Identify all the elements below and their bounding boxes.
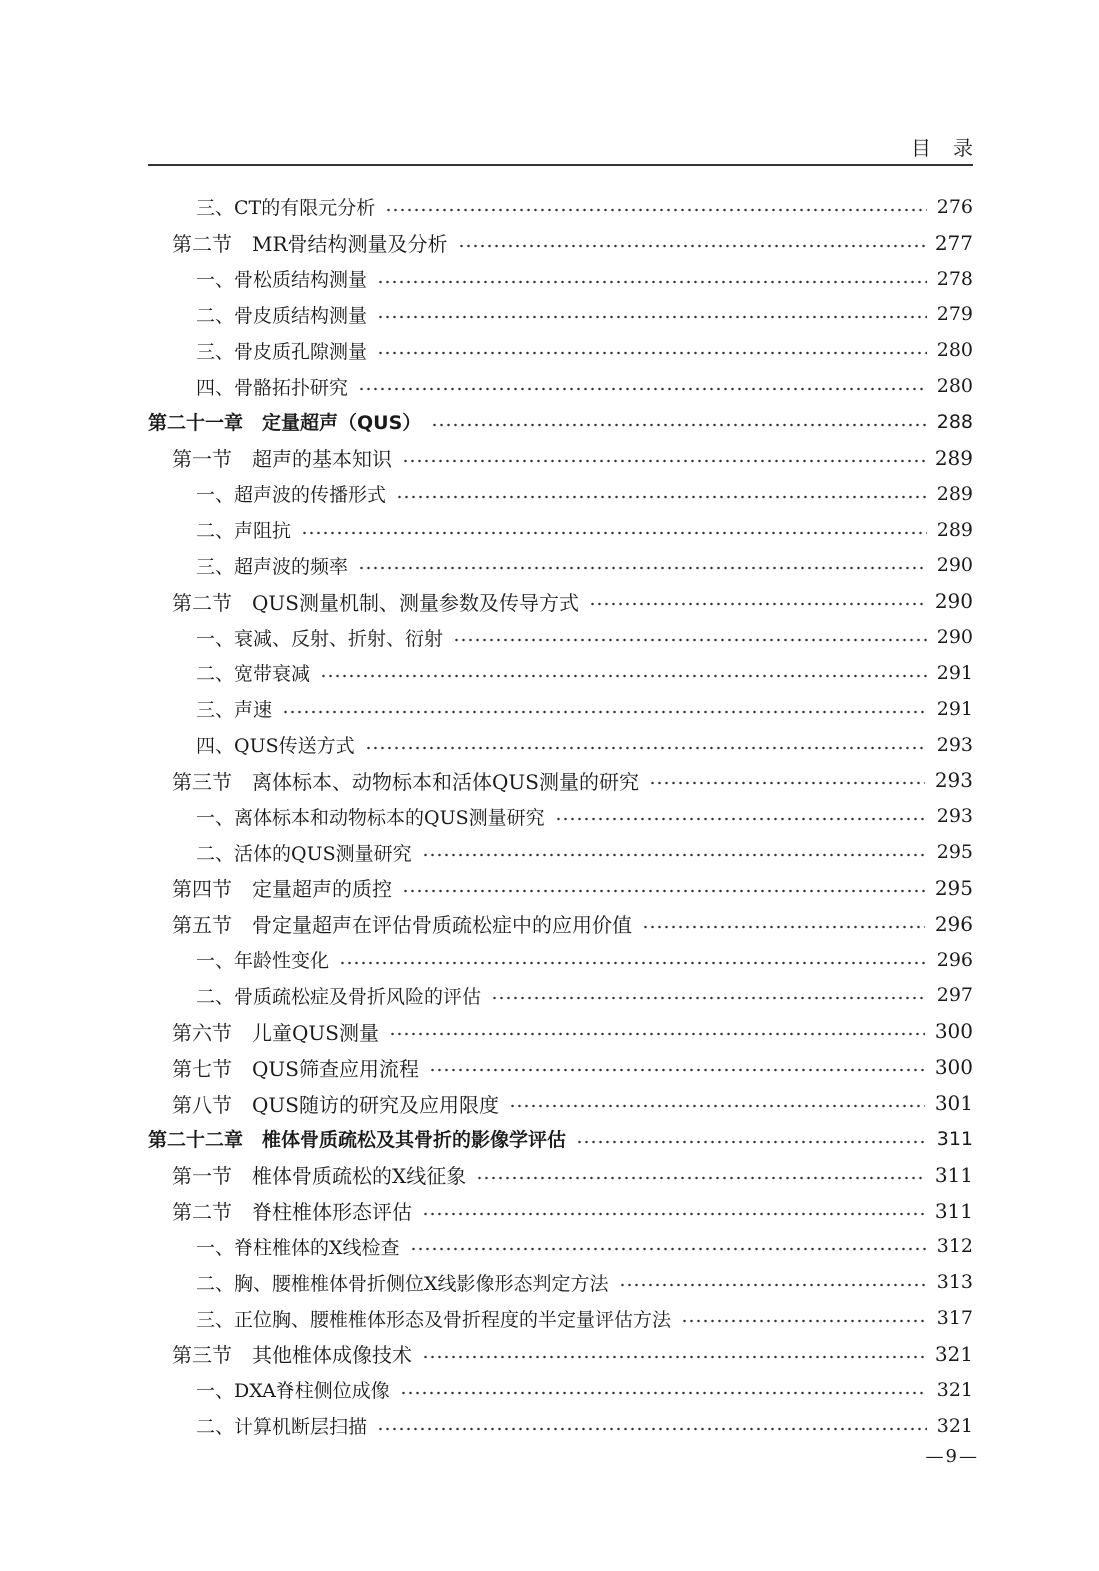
toc-entry-page: 300	[934, 1055, 973, 1080]
toc-entry[interactable]	[148, 1049, 973, 1085]
toc-entry-page: 321	[934, 1341, 973, 1366]
toc-entry-page: 311	[936, 1127, 973, 1150]
dot-leader	[339, 961, 927, 965]
toc-entry[interactable]	[148, 942, 973, 978]
toc-entry-title: 一、DXA脊柱侧位成像	[196, 1380, 390, 1403]
toc-entry[interactable]	[148, 1157, 973, 1193]
dot-leader	[358, 566, 927, 570]
toc-entry-title: 第二节 QUS测量机制、测量参数及传导方式	[172, 590, 579, 615]
dot-leader	[642, 925, 925, 929]
page-number: —9—	[925, 1446, 979, 1467]
toc-entry[interactable]	[148, 1264, 973, 1300]
toc-entry-title: 四、QUS传送方式	[196, 735, 355, 758]
toc-entry[interactable]	[148, 368, 973, 404]
toc-entry-title: 第七节 QUS筛查应用流程	[172, 1056, 419, 1081]
dot-leader	[389, 1032, 925, 1036]
dot-leader	[377, 1427, 927, 1431]
dot-leader	[555, 817, 927, 821]
toc-entry[interactable]	[148, 225, 973, 261]
toc-entry-title: 第四节 定量超声的质控	[172, 877, 392, 902]
toc-entry[interactable]	[148, 583, 973, 619]
dot-leader	[320, 674, 927, 678]
dot-leader	[402, 889, 925, 893]
toc-entry[interactable]	[148, 189, 973, 225]
toc-entry[interactable]	[148, 404, 973, 440]
toc-entry-title: 二、骨皮质结构测量	[196, 304, 368, 327]
toc-entry[interactable]	[148, 906, 973, 942]
toc-entry-page: 289	[934, 445, 973, 470]
toc-entry-title: 一、年龄性变化	[196, 950, 330, 973]
toc-entry-title: 二、宽带衰减	[196, 663, 311, 686]
toc-entry-page: 311	[934, 1162, 973, 1187]
toc-entry-title: 二、活体的QUS测量研究	[196, 842, 412, 865]
toc-entry[interactable]	[148, 619, 973, 655]
dot-leader	[402, 459, 925, 463]
toc-entry-page: 293	[936, 805, 973, 828]
toc-entry-page: 291	[936, 661, 973, 684]
toc-entry-title: 二、声阻抗	[196, 520, 292, 543]
dot-leader	[422, 1212, 925, 1216]
dot-leader	[681, 1319, 927, 1323]
toc-entry-page: 291	[936, 697, 973, 720]
dot-leader	[400, 1391, 927, 1395]
toc-entry-page: 280	[936, 375, 973, 398]
dot-leader	[301, 531, 927, 535]
toc-entry-page: 276	[936, 195, 973, 218]
toc-entry-title: 二、胸、腰椎椎体骨折侧位X线影像形态判定方法	[196, 1272, 609, 1295]
toc-entry-page: 279	[936, 303, 973, 326]
dot-leader	[377, 280, 927, 284]
toc-entry-title: 第二节 脊柱椎体形态评估	[172, 1200, 412, 1225]
table-of-contents	[148, 189, 973, 1444]
toc-entry-page: 290	[934, 589, 973, 614]
dot-leader	[422, 1355, 925, 1359]
toc-entry-page: 288	[936, 410, 973, 433]
toc-entry[interactable]	[148, 1372, 973, 1408]
toc-entry-page: 300	[934, 1019, 973, 1044]
toc-entry[interactable]	[148, 727, 973, 763]
toc-entry-page: 297	[936, 984, 973, 1007]
toc-entry[interactable]	[148, 1300, 973, 1336]
toc-entry-page: 277	[934, 230, 973, 255]
toc-entry[interactable]	[148, 1336, 973, 1372]
toc-entry[interactable]	[148, 440, 973, 476]
toc-entry[interactable]	[148, 870, 973, 906]
toc-entry-page: 317	[936, 1307, 973, 1330]
toc-entry-page: 301	[934, 1091, 973, 1116]
running-header-title: 目录	[911, 136, 995, 160]
toc-entry[interactable]	[148, 1121, 973, 1157]
toc-entry-page: 312	[936, 1235, 973, 1258]
toc-entry-title: 一、离体标本和动物标本的QUS测量研究	[196, 806, 545, 829]
toc-entry[interactable]	[148, 332, 973, 368]
toc-entry-title: 一、骨松质结构测量	[196, 269, 368, 292]
dot-leader	[453, 638, 927, 642]
toc-entry-title: 二、计算机断层扫描	[196, 1416, 368, 1439]
toc-entry[interactable]	[148, 1085, 973, 1121]
toc-entry[interactable]	[148, 763, 973, 799]
toc-entry-title: 第八节 QUS随访的研究及应用限度	[172, 1092, 499, 1117]
toc-entry[interactable]	[148, 691, 973, 727]
toc-entry[interactable]	[148, 1013, 973, 1049]
toc-entry-title: 一、衰减、反射、折射、衍射	[196, 627, 444, 650]
dot-leader	[377, 315, 927, 319]
toc-entry-title: 第二节 MR骨结构测量及分析	[172, 232, 448, 257]
dot-leader	[431, 423, 926, 427]
toc-entry-title: 第三节 其他椎体成像技术	[172, 1343, 412, 1368]
toc-entry-page: 278	[936, 267, 973, 290]
dot-leader	[619, 1283, 927, 1287]
toc-entry[interactable]	[148, 476, 973, 512]
dot-leader	[491, 996, 927, 1000]
toc-entry-title: 第一节 椎体骨质疏松的X线征象	[172, 1164, 467, 1189]
dot-leader	[377, 351, 927, 355]
dot-leader	[476, 1176, 925, 1180]
toc-entry-page: 295	[936, 841, 973, 864]
toc-entry[interactable]	[148, 834, 973, 870]
toc-entry[interactable]	[148, 978, 973, 1014]
toc-entry-title: 四、骨骼拓扑研究	[196, 376, 349, 399]
dot-leader	[576, 1140, 927, 1144]
dot-leader	[649, 781, 925, 785]
toc-entry-page: 289	[936, 518, 973, 541]
toc-entry-title: 第五节 骨定量超声在评估骨质疏松症中的应用价值	[172, 913, 632, 938]
toc-entry-page: 293	[936, 733, 973, 756]
dot-leader	[458, 244, 925, 248]
toc-entry-title: 二、骨质疏松症及骨折风险的评估	[196, 985, 482, 1008]
dot-leader	[589, 602, 925, 606]
toc-entry[interactable]	[148, 512, 973, 548]
toc-entry-title: 一、脊柱椎体的X线检查	[196, 1236, 400, 1259]
toc-entry-title: 第二十二章 椎体骨质疏松及其骨折的影像学评估	[148, 1129, 567, 1152]
toc-entry-title: 三、正位胸、腰椎椎体形态及骨折程度的半定量评估方法	[196, 1308, 672, 1331]
toc-entry-title: 三、超声波的频率	[196, 555, 349, 578]
dot-leader	[396, 495, 927, 499]
toc-entry[interactable]	[148, 1408, 973, 1444]
toc-entry-page: 289	[936, 482, 973, 505]
toc-entry-title: 三、CT的有限元分析	[196, 197, 376, 220]
toc-entry[interactable]	[148, 261, 973, 297]
toc-entry-title: 三、声速	[196, 699, 273, 722]
dot-leader	[282, 710, 927, 714]
toc-entry-title: 三、骨皮质孔隙测量	[196, 340, 368, 363]
toc-entry[interactable]	[148, 655, 973, 691]
dot-leader	[358, 387, 927, 391]
header-rule	[148, 164, 973, 166]
toc-entry-title: 第六节 儿童QUS测量	[172, 1020, 379, 1045]
toc-entry-page: 293	[934, 768, 973, 793]
toc-entry[interactable]	[148, 547, 973, 583]
toc-entry-page: 311	[934, 1198, 973, 1223]
toc-entry[interactable]	[148, 1228, 973, 1264]
dot-leader	[509, 1104, 925, 1108]
toc-entry-page: 280	[936, 339, 973, 362]
toc-entry-page: 295	[934, 875, 973, 900]
dot-leader	[429, 1068, 925, 1072]
toc-entry-title: 第一节 超声的基本知识	[172, 447, 392, 472]
toc-entry-page: 321	[936, 1378, 973, 1401]
dot-leader	[410, 1247, 927, 1251]
toc-entry-title: 第二十一章 定量超声（QUS）	[148, 412, 422, 435]
toc-entry[interactable]	[148, 798, 973, 834]
toc-entry[interactable]	[148, 1193, 973, 1229]
dot-leader	[365, 746, 927, 750]
toc-entry-page: 296	[934, 911, 973, 936]
toc-entry-page: 313	[936, 1271, 973, 1294]
toc-entry-title: 一、超声波的传播形式	[196, 484, 387, 507]
toc-entry-title: 第三节 离体标本、动物标本和活体QUS测量的研究	[172, 769, 639, 794]
toc-entry[interactable]	[148, 297, 973, 333]
toc-entry-page: 296	[936, 948, 973, 971]
toc-entry-page: 290	[936, 626, 973, 649]
dot-leader	[422, 853, 927, 857]
toc-entry-page: 321	[936, 1414, 973, 1437]
toc-entry-page: 290	[936, 554, 973, 577]
dot-leader	[385, 208, 927, 212]
